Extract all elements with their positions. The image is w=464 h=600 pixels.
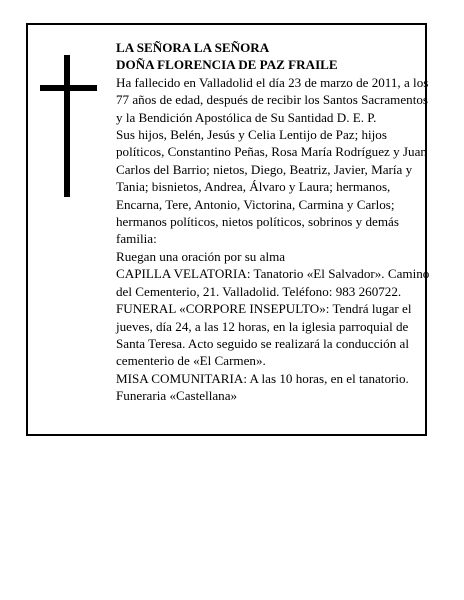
community-mass-info: MISA COMUNITARIA: A las 10 horas, en el tanatorio. [116, 370, 409, 386]
wake-chapel-info: CAPILLA VELATORIA: Tanatorio «El Salvador». Camino del Cementerio, 21. Valladolid. Teléfono: 983 260722. [116, 266, 430, 299]
funeral-home-name: Funeraria «Castellana» [116, 388, 238, 404]
cross-horizontal-bar [40, 85, 97, 91]
cross-vertical-bar [64, 55, 70, 197]
funeral-info: FUNERAL «CORPORE INSEPULTO»: Tendrá lugar el jueves, día 24, a las 12 horas, en la iglesia parroquial de Santa Teresa. Acto seguido se realizará la conducción al cementerio de «El Carmen». [116, 301, 412, 369]
family-list: Sus hijos, Belén, Jesús y Celia Lentijo de Paz; hijos políticos, Constantino Peñas, Rosa María Rodríguez y Juan Carlos del Barrio; nietos, Diego, Beatriz, Javier, María y Tania; bisnietos, Andrea, Álvaro y Laura; hermanos, Encarna, Tere, Antonio, Victorina, Carmina y Carlos; hermanos políticos, nietos políticos, sobrinos y demás familia: [116, 127, 427, 247]
death-announcement: Ha fallecido en Valladolid el día 23 de marzo de 2011, a los 77 años de edad, después de recibir los Santos Sacramentos y la Bendición Apostólica de Su Santidad D. E. P. [116, 74, 429, 125]
prayer-request: Ruegan una oración por su alma [116, 248, 286, 264]
cross-icon [40, 55, 100, 197]
obituary-text [116, 39, 432, 405]
deceased-title: LA SEÑORA LA SEÑORA [116, 40, 270, 55]
deceased-name: DOÑA FLORENCIA DE PAZ FRAILE [116, 57, 338, 73]
